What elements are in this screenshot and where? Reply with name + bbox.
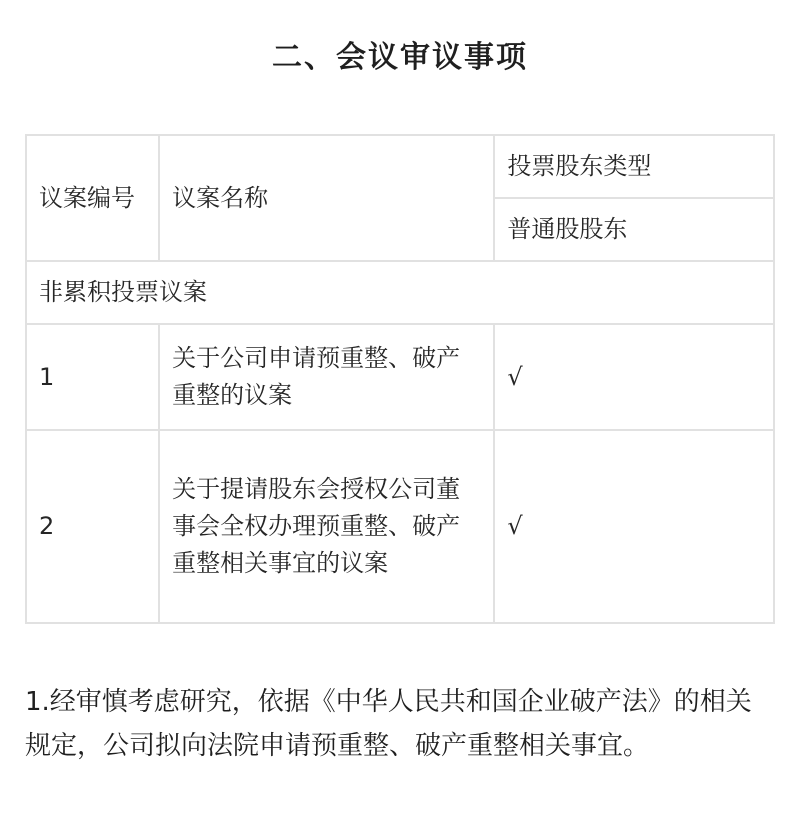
header-proposal-name: 议案名称 (159, 135, 494, 261)
section-label: 非累积投票议案 (26, 261, 774, 324)
row-name: 关于提请股东会授权公司董事会全权办理预重整、破产重整相关事宜的议案 (159, 430, 494, 623)
section-row (26, 261, 774, 324)
table-row (26, 430, 774, 623)
page-title: 二、会议审议事项 (272, 40, 528, 75)
row-check: √ (494, 430, 774, 623)
header-voting-type: 投票股东类型 (494, 135, 774, 198)
note-paragraph: 1.经审慎考虑研究，依据《中华人民共和国企业破产法》的相关规定，公司拟向法院申请预重整、破产重整相关事宜。 (25, 687, 752, 761)
header-shareholder-type: 普通股股东 (494, 198, 774, 261)
row-check: √ (494, 324, 774, 430)
table-header-row (26, 135, 774, 198)
table-row (26, 324, 774, 430)
row-number: 1 (26, 324, 159, 430)
proposal-table (25, 134, 775, 624)
header-proposal-number: 议案编号 (26, 135, 159, 261)
row-name: 关于公司申请预重整、破产重整的议案 (159, 324, 494, 430)
row-number: 2 (26, 430, 159, 623)
